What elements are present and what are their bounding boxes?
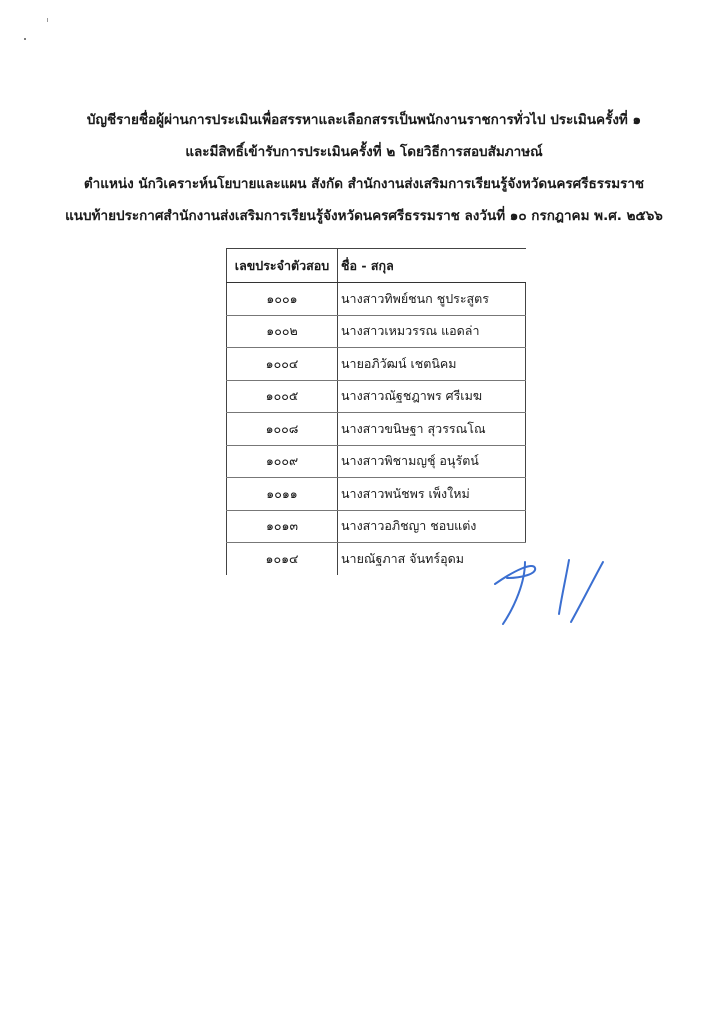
exam-id-cell: ๑๐๑๑ [227, 478, 338, 511]
signature-stroke-1 [495, 566, 535, 584]
column-header-exam-id: เลขประจำตัวสอบ [227, 249, 338, 283]
header-line-3: ตำแหน่ง นักวิเคราะห์นโยบายและแผน สังกัด สำนักงานส่งเสริมการเรียนรู้จังหวัดนครศรีธรรมราช [83, 176, 645, 192]
exam-id-cell: ๑๐๑๓ [227, 510, 338, 543]
exam-id-cell: ๑๐๐๑ [227, 283, 338, 316]
full-name-cell: นางสาวเหมวรรณ แอดล่า [338, 315, 526, 348]
candidate-table [226, 248, 526, 575]
table-row [227, 510, 526, 543]
header-line-1: บัญชีรายชื่อผู้ผ่านการประเมินเพื่อสรรหาและเลือกสรรเป็นพนักงานราชการทั่วไป ประเมินครั้งที่ ๑ [86, 112, 642, 128]
signature-stroke-4 [571, 562, 603, 622]
exam-id-cell: ๑๐๐๔ [227, 348, 338, 381]
full-name-cell: นายอภิวัฒน์ เชตนิคม [338, 348, 526, 381]
full-name-cell: นางสาวพนัชพร เพ็งใหม่ [338, 478, 526, 511]
full-name-cell: นางสาวอภิชญา ชอบแต่ง [338, 510, 526, 543]
table-row [227, 348, 526, 381]
table-row [227, 445, 526, 478]
full-name-cell: นางสาวณัฐชฎาพร ศรีเมฆ [338, 380, 526, 413]
table-row [227, 380, 526, 413]
full-name-cell: นางสาวขนิษฐา สุวรรณโณ [338, 413, 526, 446]
signature-stroke-3 [559, 560, 569, 614]
header-line-4: แนบท้ายประกาศสำนักงานส่งเสริมการเรียนรู้จังหวัดนครศรีธรรมราช ลงวันที่ ๑๐ กรกฎาคม พ.ศ. ๒๕๖๖ [65, 208, 663, 224]
header-line-2: และมีสิทธิ์เข้ารับการประเมินครั้งที่ ๒ โดยวิธีการสอบสัมภาษณ์ [185, 144, 543, 160]
column-header-full-name: ชื่อ - สกุล [338, 249, 526, 283]
full-name-cell: นายณัฐภาส จันทร์อุดม [341, 550, 464, 566]
exam-id-cell: ๑๐๐๘ [227, 413, 338, 446]
table-row [227, 543, 526, 575]
exam-id-cell: ๑๐๐๒ [227, 315, 338, 348]
table-row [227, 413, 526, 446]
exam-id-cell: ๑๐๑๔ [227, 543, 338, 575]
full-name-cell: นางสาวพิชามญชุ์ อนุรัตน์ [338, 445, 526, 478]
exam-id-cell: ๑๐๐๕ [227, 380, 338, 413]
table-row [227, 283, 526, 316]
table-row [227, 315, 526, 348]
exam-id-cell: ๑๐๐๙ [227, 445, 338, 478]
full-name-cell: นางสาวทิพย์ชนก ชูประสูตร [338, 283, 526, 316]
document-header [0, 104, 728, 232]
table-row [227, 478, 526, 511]
table-header-row [227, 249, 526, 283]
handwritten-signature [485, 548, 605, 628]
